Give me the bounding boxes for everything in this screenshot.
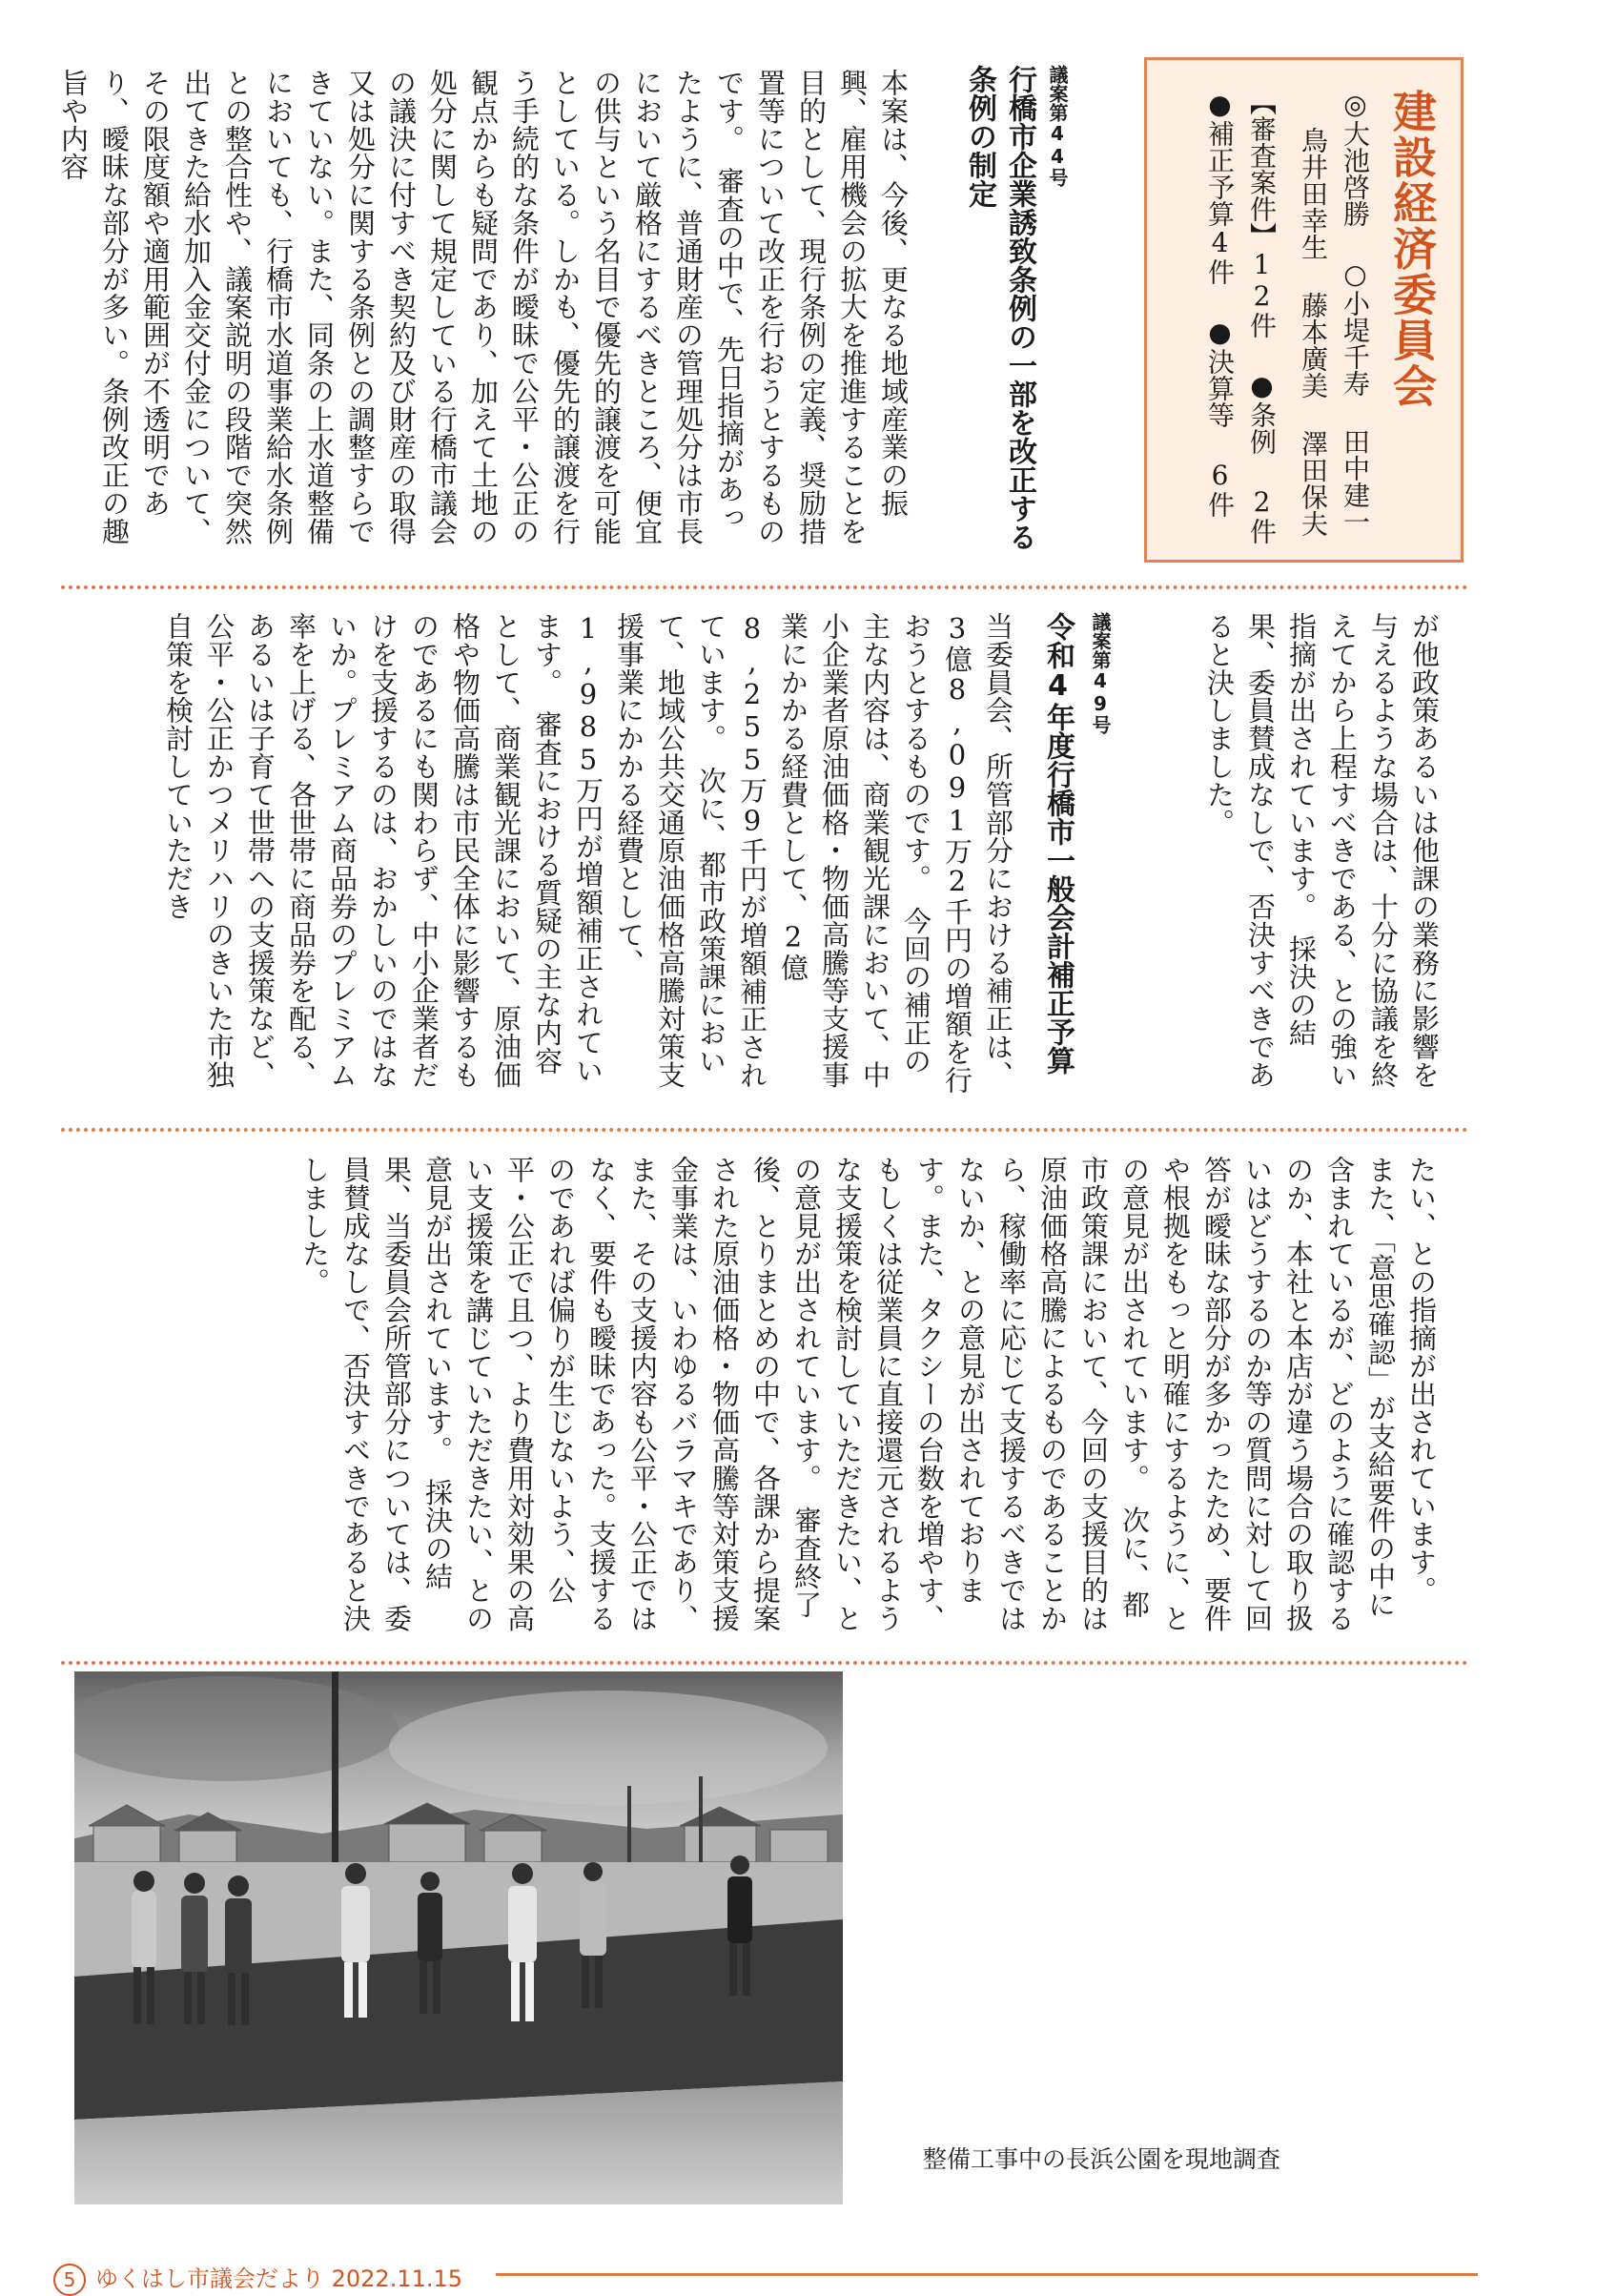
bill-49-title: 令和4年度行橋市一般会計補正予算 (1041, 612, 1075, 1075)
committee-header-box (1144, 57, 1463, 563)
photo-illustration (74, 1671, 843, 2204)
footer-publication: ゆくはし市議会だより 2022.11.15 (95, 2265, 463, 2292)
cases-line-1: 【審査案件】12件 ●条例 2件 (1246, 89, 1278, 544)
cases-line-2: ●補正予算4件 ●決算等 6件 (1204, 89, 1236, 518)
bill-44-title: 行橋市企業誘致条例の一部を改正する条例の制定 (963, 65, 1036, 551)
section-separator-2 (61, 1128, 1468, 1132)
footer-rule (496, 2273, 1478, 2276)
section-separator-3 (61, 1661, 1468, 1665)
members-line-1: ◎大池啓勝 ○小堤千寿 田中建一 (1340, 89, 1371, 535)
page-number: 5 (53, 2264, 86, 2296)
bill-44-body: 本案は、今後、更なる地域産業の振興、雇用機会の拡大を推進することを目的として、現行条例の定義、奨励措置等について改正を行おうとするものです。 審査の中で、先日指摘があったように、普通財産の管理処分は市長において厳格にするべきところ、便宜の供与という名目で優先的譲渡を可能としている。しかも、優先的譲渡を行う手続的な条件が曖昧で公平・公正の観点からも疑問であり、加えて土地の処分に関して規定している行橋市議会の議決に付すべき契約及び財産の取得又は処分に関する条例との調整すらできていない。また、同条の上水道整備においても、行橋市水道事業給水条例との整合性や、議案説明の段階で突然出てきた給水加入金交付金について、その限度額や適用範囲が不透明であり、曖昧な部分が多い。条例改正の趣旨や内容 (57, 69, 910, 545)
committee-title: 建設経済委員会 (1386, 89, 1438, 409)
section-separator-1 (61, 585, 1468, 589)
photo-caption: 整備工事中の長浜公園を現地調査 (923, 2145, 1281, 2173)
bill-44-conclusion: が他政策あるいは他課の業務に影響を与えるような場合は、十分に協議を終えてから上程すべきである、との強い指摘が出されています。 採決の結果、委員賛成なしで、否決すべきであると決しました。 (1203, 612, 1441, 1089)
page-footer (53, 2260, 462, 2296)
bill-49-discussion: たい、との指摘が出されています。 また、「意思確認」が支給要件の中に含まれているが、どのように確認するのか、本社と本店が違う場合の取り扱いはどうするのか等の質問に対して回答が曖昧な部分が多かったため、要件や根拠をもっと明確にするように、との意見が出されています。 次に、都市政策課において、今回の支援目的は原油価格高騰によるものであることから、稼働率に応じて支援するべきではないか、との意見が出されておりま す。また、タクシーの台数を増やす、もしくは従業員に直接還元されるような支援策を検討していただきたい、との意見が出されています。 審査終了後、とりまとめの中で、各課から提案された原油価格・物価高騰等対策支援金事業は、いわゆるバラマキであり、また、その支援内容も公平・公正ではなく、要件も曖昧であった。支援するのであれば偏りが生じないよう、公平・公正で且つ、より費用対効果の高い支援策を講じていただきたい、との意見が出されています。 採決の結果、当委員会所管部分については、委員賛成なしで、否決すべきであると決しました。 (298, 1156, 1438, 1632)
site-inspection-photo (74, 1671, 843, 2204)
bill-49-body: 当委員会、所管部分における補正は、3億8,091万2千円の増額を行おうとするものです。 今回の補正の主な内容は、商業観光課において、中小企業者原油価格・物価高騰等支援事業にかかる経費として、2億8,255万9千円が増額補正されています。 次に、都市政策課において、地域公共交通原油価格高騰対策支援事業にかかる経費として、1,985万円が増額補正されています。 審査における質疑の主な内容として、商業観光課において、原油価格や物価高騰は市民全体に影響するものであるにも関わらず、中小企業者だけを支援するのは、おかしいのではないか。プレミアム商品券のプレミアム率を上げる、各世帯に商品券を配る、あるいは子育て世帯への支援策など、公平・公正かつメリハリのきいた市独自策を検討していただき (162, 612, 1014, 1095)
members-line-2: 鳥井田幸生 藤本廣美 澤田保夫 (1298, 127, 1329, 537)
bill-number-44: 議案第44号 (1046, 65, 1069, 187)
bill-number-49: 議案第49号 (1089, 612, 1112, 734)
